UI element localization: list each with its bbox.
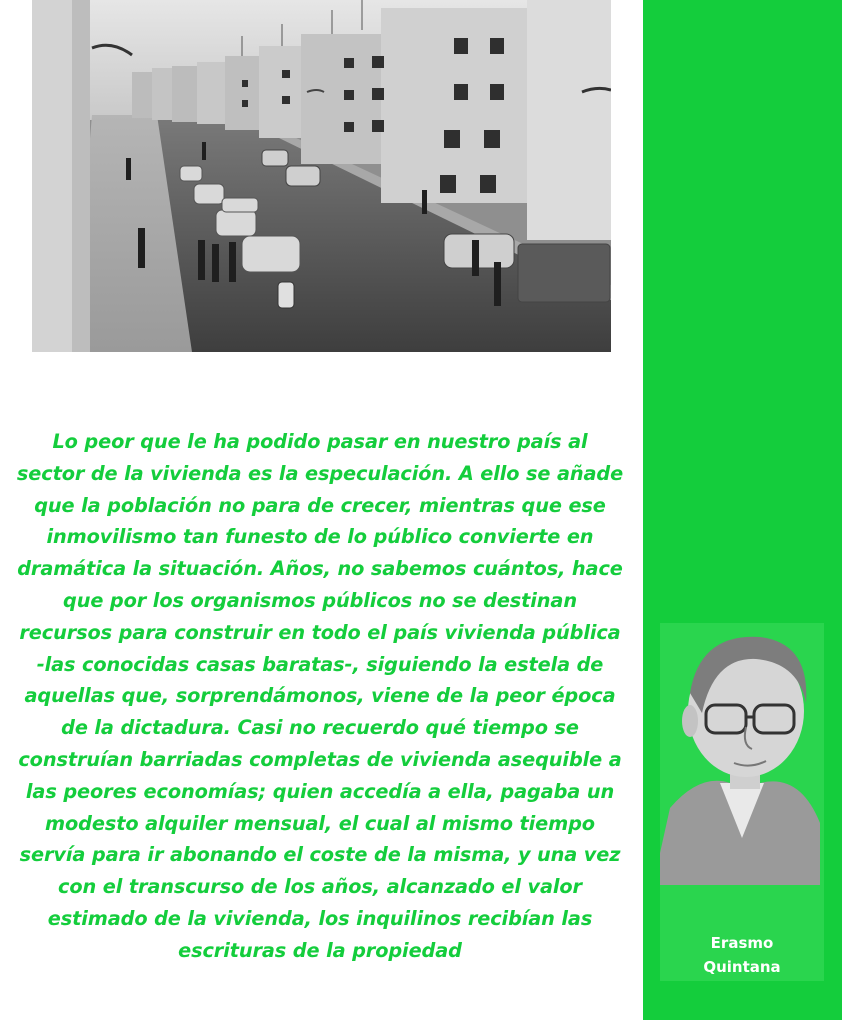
street-photo — [32, 0, 611, 352]
author-name: Erasmo Quintana — [703, 934, 781, 976]
article-text: Lo peor que le ha podido pasar en nuestro país al sector de la vivienda es la especulación. A ello se añade que la población no para de crecer, mientras que ese inmovilismo tan funesto de lo público convierte en dramática la situación. Años, no sabemos cuántos, hace que por los organismos públicos no se destinan recursos para construir en todo el país vivienda pública -las conocidas casas baratas-, siguiendo la estela de aquellas que, sorprendámonos, viene de la peor época de la dictadura. Casi no recuerdo qué tiempo se construían barriadas completas de vivienda asequible a las peores economías; quien accedía a ella, pagaba un modesto alquiler mensual, el cual al mismo tiempo servía para ir abonando el coste de la misma, y una vez con el transcurso de los años, alcanzado el valor estimado de la vivienda, los inquilinos recibían las escrituras de la propiedad — [16, 430, 624, 962]
author-portrait-icon — [660, 623, 824, 893]
author-card — [660, 623, 824, 981]
street-photo-icon — [32, 0, 611, 352]
